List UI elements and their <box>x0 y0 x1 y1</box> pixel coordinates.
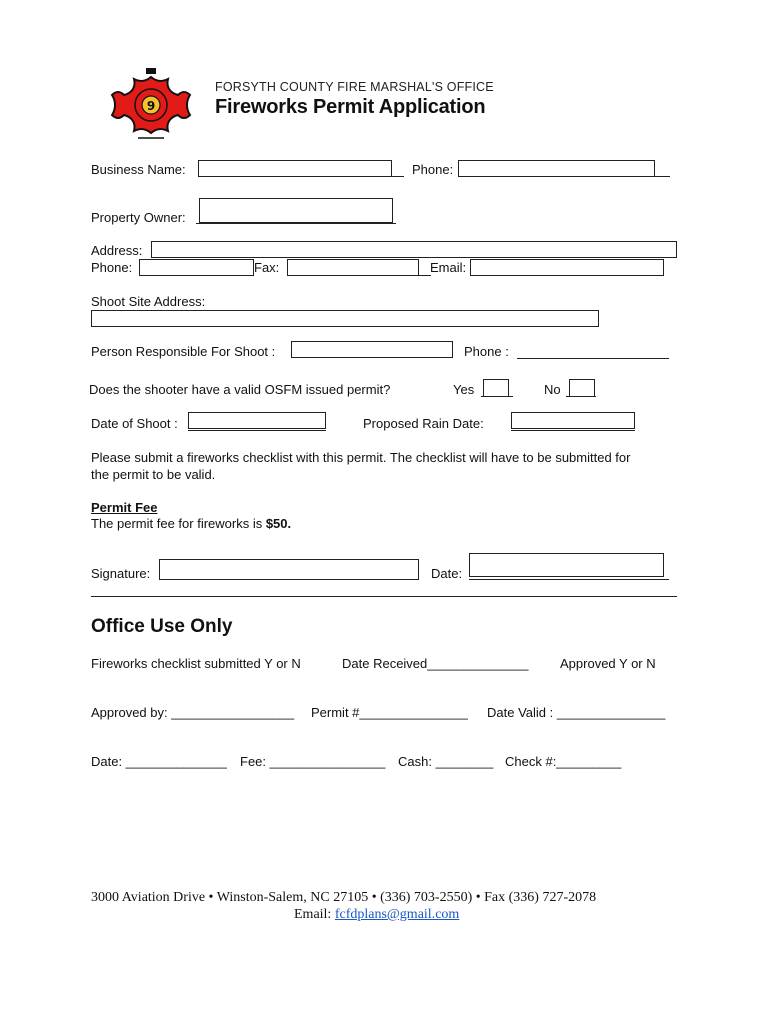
date-of-shoot-label: Date of Shoot : <box>91 416 178 431</box>
fire-marshal-logo-icon <box>108 66 194 144</box>
signature-date-label: Date: <box>431 566 463 581</box>
phone-label: Phone: <box>412 162 454 177</box>
signature-field[interactable] <box>159 559 419 580</box>
checklist-note-line1: Please submit a fireworks checklist with this permit. The checklist will have to be submitted for <box>91 450 631 465</box>
property-owner-label: Property Owner: <box>91 210 186 225</box>
fax-field[interactable] <box>287 259 419 276</box>
person-phone-label: Phone : <box>464 344 509 359</box>
footer-email-label: Email: <box>294 907 335 922</box>
phone-field[interactable] <box>458 160 655 177</box>
permit-fee-text <box>91 516 291 531</box>
address-field[interactable] <box>151 241 677 258</box>
business-name-field[interactable] <box>198 160 392 177</box>
person-responsible-label: Person Responsible For Shoot : <box>91 344 276 359</box>
office-fee: Fee: ________________ <box>240 754 386 769</box>
no-checkbox[interactable] <box>569 379 595 397</box>
svg-text:9: 9 <box>146 99 156 113</box>
office-approved-by: Approved by: _________________ <box>91 705 295 720</box>
permit-fee-amount: $50. <box>265 516 292 531</box>
rain-date-field[interactable] <box>511 412 635 429</box>
footer-email-line <box>294 907 459 923</box>
shoot-site-address-label: Shoot Site Address: <box>91 294 206 309</box>
page-title: Fireworks Permit Application <box>215 96 486 118</box>
underline <box>469 579 669 580</box>
office-approved: Approved Y or N <box>560 656 656 671</box>
office-permit-number: Permit #_______________ <box>311 705 468 720</box>
org-name: FORSYTH COUNTY FIRE MARSHAL'S OFFICE <box>215 80 494 94</box>
underline <box>511 430 635 431</box>
signature-date-field[interactable] <box>469 553 664 577</box>
date-of-shoot-field[interactable] <box>188 412 326 429</box>
underline <box>188 430 326 431</box>
fax-label: Fax: <box>254 260 280 275</box>
checklist-note-line2: the permit to be valid. <box>91 467 216 482</box>
signature-label: Signature: <box>91 566 151 581</box>
office-check-number: Check #:_________ <box>505 754 622 769</box>
permit-fee-heading: Permit Fee <box>91 500 158 515</box>
email-label: Email: <box>430 260 467 275</box>
person-phone-field[interactable] <box>517 358 669 359</box>
no-label: No <box>544 382 561 397</box>
footer-address: 3000 Aviation Drive • Winston-Salem, NC 27105 • (336) 703-2550) • Fax (336) 727-2078 <box>91 890 597 905</box>
office-date-valid: Date Valid : _______________ <box>487 705 666 720</box>
underline <box>417 275 431 276</box>
shoot-site-address-field[interactable] <box>91 310 599 327</box>
yes-label: Yes <box>453 382 475 397</box>
underline <box>458 176 670 177</box>
office-cash: Cash: ________ <box>398 754 494 769</box>
phone2-label: Phone: <box>91 260 133 275</box>
person-responsible-field[interactable] <box>291 341 453 358</box>
property-owner-field[interactable] <box>199 198 393 223</box>
underline <box>196 223 396 224</box>
yes-checkbox[interactable] <box>483 379 509 397</box>
office-date-received: Date Received______________ <box>342 656 529 671</box>
rain-date-label: Proposed Rain Date: <box>363 416 484 431</box>
address-label: Address: <box>91 243 143 258</box>
office-date: Date: ______________ <box>91 754 227 769</box>
section-divider <box>91 596 677 597</box>
office-checklist-submitted: Fireworks checklist submitted Y or N <box>91 656 301 671</box>
phone2-field[interactable] <box>139 259 254 276</box>
footer-email-link[interactable]: fcfdplans@gmail.com <box>334 907 460 922</box>
osfm-question: Does the shooter have a valid OSFM issued permit? <box>89 382 391 397</box>
office-use-heading: Office Use Only <box>91 616 233 637</box>
underline <box>481 396 513 397</box>
email-field[interactable] <box>470 259 664 276</box>
business-name-label: Business Name: <box>91 162 186 177</box>
permit-fee-text-body: The permit fee for fireworks is <box>91 516 266 531</box>
underline <box>198 176 404 177</box>
underline <box>566 396 596 397</box>
